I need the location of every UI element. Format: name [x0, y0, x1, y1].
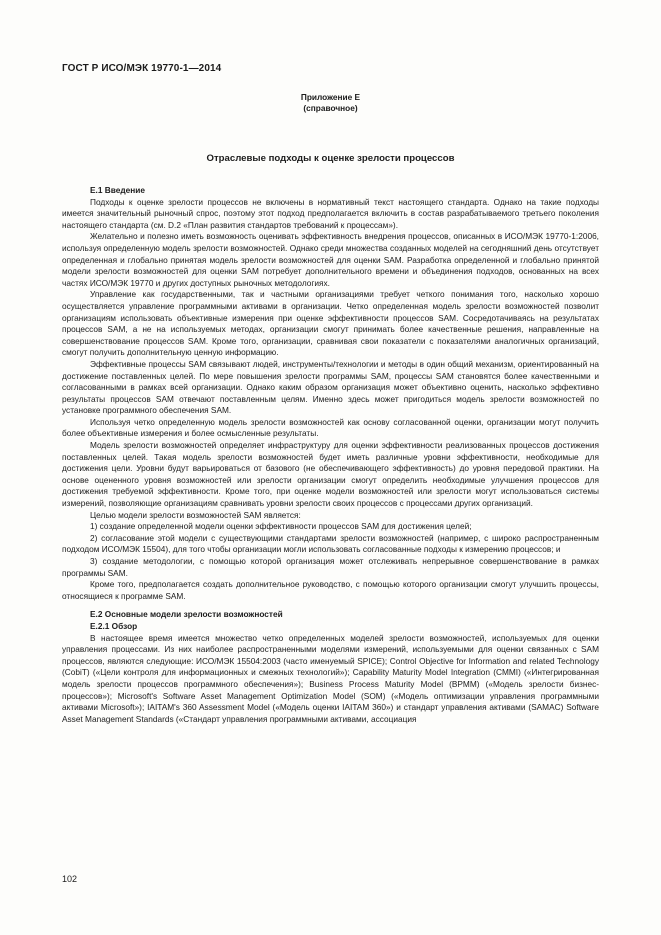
document-title: Отраслевые подходы к оценке зрелости процессов — [206, 153, 455, 164]
section-heading-e2: Е.2 Основные модели зрелости возможностей — [90, 609, 283, 620]
paragraph: Используя четко определенную модель зрелости возможностей как основу согласованной оценки, организации могут получить более объективные измерения и более осмысленные результаты. — [62, 416, 599, 439]
paragraph: Подходы к оценке зрелости процессов не включены в нормативный текст настоящего стандарта. Однако на такие подходы имеется значительный рыночный спрос, поэтому этот подход предполагается включить в состав разрабатываемого третьего поколения настоящего стандарта (см. D.2 «План развития стандартов требований к процессам»). — [62, 196, 599, 230]
list-item: 3) создание методологии, с помощью которой организация может отслеживать непрерывное совершенствование в рамках программы SAM. — [62, 556, 599, 578]
annex-title: Приложение Е — [300, 92, 361, 102]
section-heading-e1: Е.1 Введение — [90, 185, 145, 195]
annex-type: (справочное) — [303, 103, 358, 113]
page-number: 102 — [62, 874, 78, 884]
paragraph: Целью модели зрелости возможностей SAM является: — [90, 509, 301, 520]
standard-designation: ГОСТ Р ИСО/МЭК 19770-1—2014 — [62, 63, 222, 74]
subsection-heading-e2-1: Е.2.1 Обзор — [90, 620, 138, 631]
list-item: 2) согласование этой модели с существующими стандартами зрелости возможностей (например, с широко распространенным подходом ИСО/МЭК 15504), для того чтобы организации могли использовать согласованные подходы к измерению процессов; и — [62, 532, 599, 555]
list-item: 1) создание определенной модели оценки эффективности процессов SAM для достижения целей; — [90, 521, 472, 532]
paragraph: Управление как государственными, так и частными организациями требует четкого понимания того, насколько хорошо осуществляется управление программными активами в организации. Четко определенная модель зрелости возможностей позволит организациям использовать объективные измерения при оценке эффективности процессов SAM. Сосредотачиваясь на результатах процессов SAM, а не на используемых методах, организации смогут принимать более качественные решения, направленные на совершенствование процессов SAM. Кроме того, организации, сравнивая свои показатели с показателями аналогичных организаций, смогут получить дополнительную ценную информацию. — [62, 289, 599, 358]
paragraph: Кроме того, предполагается создать дополнительное руководство, с помощью которого организации смогут улучшить процессы, относящиеся к программе SAM. — [62, 579, 599, 601]
paragraph: Желательно и полезно иметь возможность оценивать эффективность внедрения процессов, описанных в ИСО/МЭК 19770-1:2006, используя определенную модель зрелости возможностей. Однако среди множества созданных моделей на сегодняшний день отсутствует определенная и глобально принятая модель зрелости возможностей для оценки SAM. Разработка определенной и глобально принятой модели зрелости возможностей для оценки SAM потребует дополнительного времени и объединения подходов, основанных на всех частях ИСО/МЭК 19770 и других доступных рыночных методологиях. — [62, 231, 599, 288]
document-body — [62, 185, 599, 725]
paragraph: В настоящее время имеется множество четко определенных моделей зрелости возможностей, используемых для оценки управления процессами. Из них наиболее распространенными моделями измерений, используемыми для оценки связанных с SAM процессов, являются следующие: ИСО/МЭК 15504:2003 (часто именуемый SPICE); Control Objective for Information and related Technology (CobiT) («Цели контроля для информационных и смежных технологий»); Capability Maturity Model Integration (CMMI) («Интегрированная модель зрелости процессов программного обеспечения»); Business Process Maturity Model (BPMM) («Модель зрелости бизнес-процессов»); Microsoft's Software Asset Management Optimization Model (SOM) («Модель оптимизации управления программными активами Microsoft»); IAITAM's 360 Assessment Model («Модель оценки IAITAM 360») и стандарт управления активами (SAMAC) Software Asset Management Standards («Стандарт управления программными активами, ассоциация — [62, 632, 599, 724]
paragraph: Модель зрелости возможностей определяет инфраструктуру для оценки эффективности реализованных процессов достижения поставленных целей. Такая модель зрелости возможностей будет иметь различные уровни эффективности, необходимые для достижения цели. Уровни будут варьироваться от базового (не обеспечивающего эффективность) до уровня передовой практики. На основе оцененного уровня возможностей или зрелости организации смогут определить необходимые улучшения процессов для достижения требуемой эффективности. Кроме того, при оценке модели возможностей или зрелости могут использоваться системы измерений, позволяющие организациям сравнивать уровни зрелости своих процессов с процессами других организаций. — [62, 440, 599, 509]
paragraph: Эффективные процессы SAM связывают людей, инструменты/технологии и методы в один общий механизм, ориентированный на достижение поставленных целей. По мере повышения зрелости программы SAM, процессы SAM становятся более качественными и согласованными в рамках всей организации. Однако каким образом организация может объективно оценить, насколько эффективно результаты процессов SAM отвечают поставленным целям. Именно здесь может пригодиться модель зрелости возможностей по установке программного обеспечения SAM. — [62, 358, 599, 416]
